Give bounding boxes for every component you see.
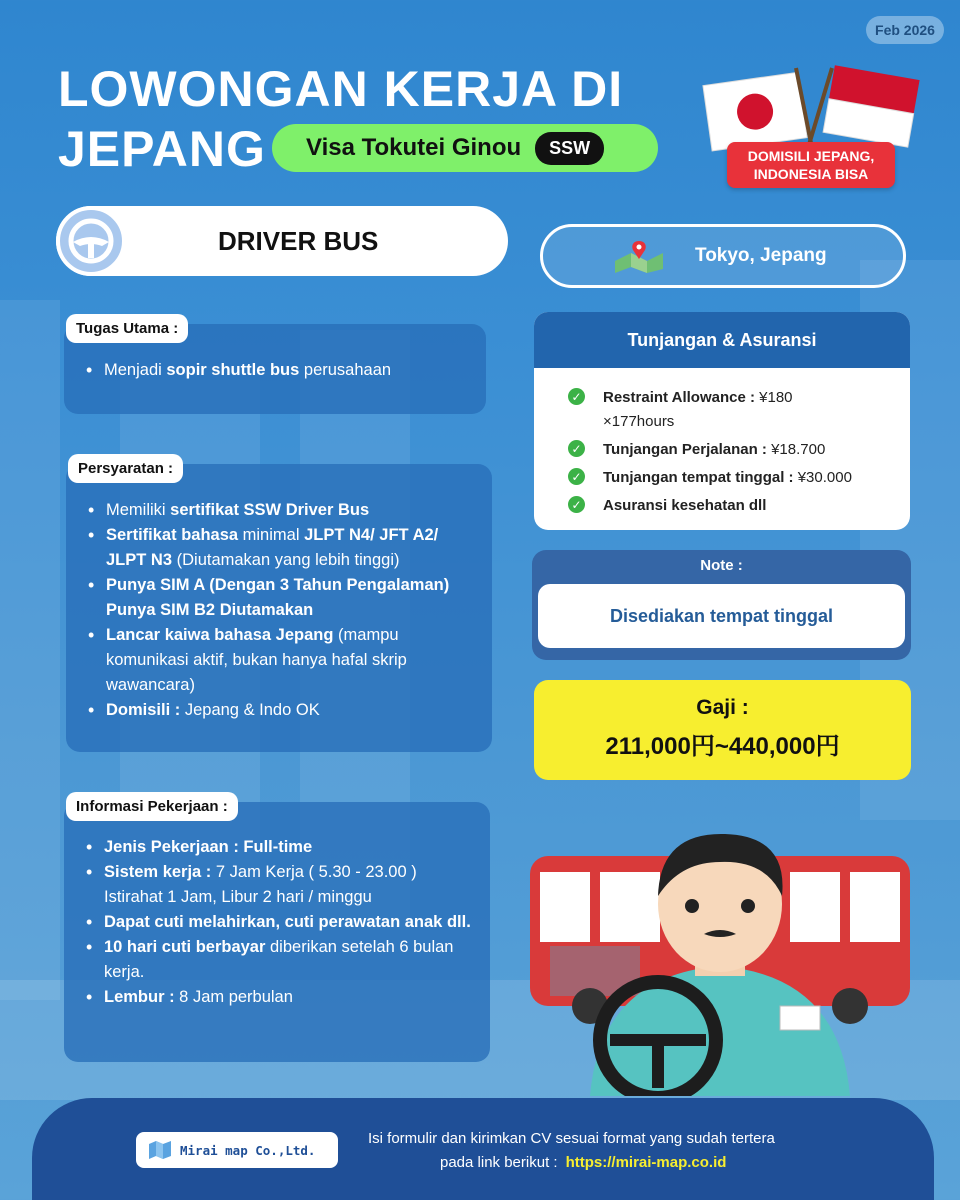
domicile-line2: INDONESIA BISA bbox=[753, 166, 869, 182]
list-item: • Lembur : 8 Jam perbulan bbox=[84, 985, 476, 1010]
map-pin-icon bbox=[613, 239, 665, 273]
location-text: Tokyo, Jepang bbox=[695, 245, 827, 266]
list-item: ✓ Tunjangan tempat tinggal : ¥30.000 bbox=[568, 466, 910, 490]
list-item: ✓ Tunjangan Perjalanan : ¥18.700 bbox=[568, 438, 910, 462]
map-logo-icon bbox=[148, 1140, 172, 1160]
footer-instruction-line2 bbox=[440, 1154, 726, 1171]
note-label: Note : bbox=[700, 557, 743, 574]
salary-card bbox=[534, 680, 911, 780]
check-icon: ✓ bbox=[568, 388, 585, 405]
note-card bbox=[532, 550, 911, 660]
check-icon: ✓ bbox=[568, 468, 585, 485]
ssw-badge: SSW bbox=[535, 132, 604, 165]
page-title-line1: LOWONGAN KERJA DI bbox=[58, 61, 624, 117]
job-title-pill bbox=[56, 206, 508, 276]
benefits-list bbox=[534, 368, 910, 518]
bus-driver-illustration bbox=[520, 826, 920, 1096]
benefits-card bbox=[534, 312, 910, 530]
visa-type-pill bbox=[272, 124, 658, 172]
date-badge: Feb 2026 bbox=[866, 16, 944, 44]
domicile-line1: DOMISILI JEPANG, bbox=[747, 148, 875, 164]
duties-label: Tugas Utama : bbox=[66, 314, 188, 343]
list-item: • Domisili : Jepang & Indo OK bbox=[86, 698, 480, 723]
benefits-title: Tunjangan & Asuransi bbox=[534, 312, 910, 368]
list-item: • Sistem kerja : 7 Jam Kerja ( 5.30 - 23.00 ) Istirahat 1 Jam, Libur 2 hari / minggu bbox=[84, 860, 476, 910]
footer-instruction-line1: Isi formulir dan kirimkan CV sesuai format yang sudah tertera bbox=[368, 1130, 775, 1147]
list-item: • 10 hari cuti berbayar diberikan setelah 6 bulan kerja. bbox=[84, 935, 476, 985]
job-info-list bbox=[84, 835, 476, 1010]
list-item: • Dapat cuti melahirkan, cuti perawatan anak dll. bbox=[84, 910, 476, 935]
list-item: • Memiliki sertifikat SSW Driver Bus bbox=[86, 498, 480, 523]
list-item: • Punya SIM A (Dengan 3 Tahun Pengalaman) Punya SIM B2 Diutamakan bbox=[86, 573, 480, 623]
job-info-label: Informasi Pekerjaan : bbox=[66, 792, 238, 821]
check-icon: ✓ bbox=[568, 496, 585, 513]
list-item: • Menjadi sopir shuttle bus perusahaan bbox=[84, 358, 474, 383]
company-name: Mirai map Co.,Ltd. bbox=[180, 1142, 316, 1158]
salary-value: 211,000円~440,000円 bbox=[605, 733, 840, 760]
list-item: • Jenis Pekerjaan : Full-time bbox=[84, 835, 476, 860]
location-pill bbox=[540, 224, 906, 288]
requirements-label: Persyaratan : bbox=[68, 454, 183, 483]
list-item: • Sertifikat bahasa minimal JLPT N4/ JFT A2/ JLPT N3 (Diutamakan yang lebih tinggi) bbox=[86, 523, 480, 573]
footer-instruction-text: pada link berikut : bbox=[440, 1154, 558, 1171]
duties-list bbox=[84, 358, 474, 383]
job-title: DRIVER BUS bbox=[218, 225, 379, 256]
company-logo bbox=[136, 1132, 338, 1168]
note-text: Disediakan tempat tinggal bbox=[538, 584, 905, 648]
page-title-line2: JEPANG bbox=[58, 121, 266, 177]
list-item: ✓ Restraint Allowance : ¥180 ×177hours bbox=[568, 386, 910, 434]
requirements-list bbox=[86, 498, 480, 723]
domicile-badge bbox=[727, 142, 895, 188]
visa-label: Visa Tokutei Ginou bbox=[306, 134, 522, 161]
list-item: • Lancar kaiwa bahasa Jepang (mampu komunikasi aktif, bukan hanya hafal skrip wawancara) bbox=[86, 623, 480, 698]
steering-wheel-icon bbox=[56, 206, 126, 276]
check-icon: ✓ bbox=[568, 440, 585, 457]
salary-label: Gaji : bbox=[696, 696, 749, 719]
website-link[interactable]: https://mirai-map.co.id bbox=[565, 1154, 727, 1171]
list-item: ✓ Asuransi kesehatan dll bbox=[568, 494, 910, 518]
